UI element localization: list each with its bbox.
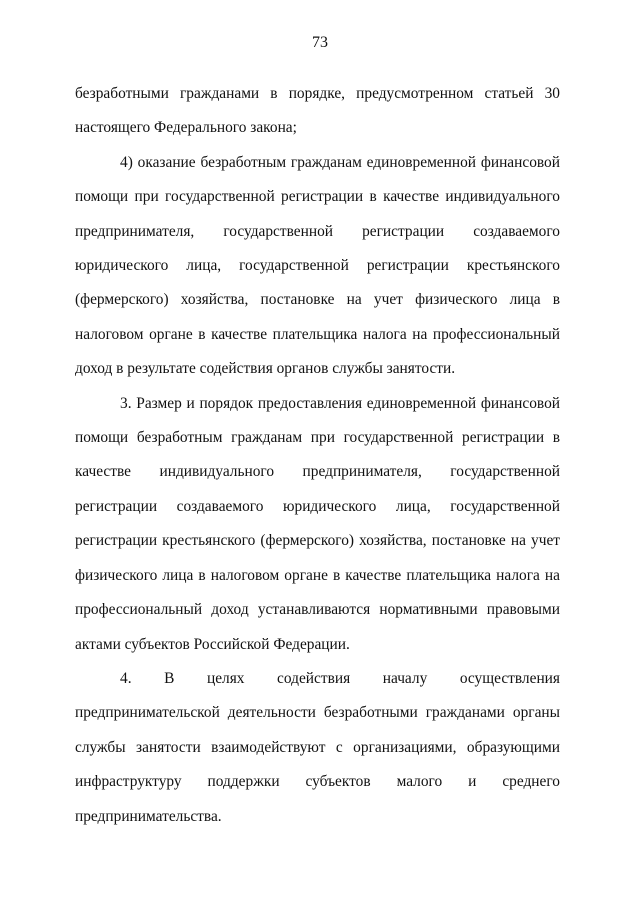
- paragraph-continuation: безработными гражданами в порядке, предусмотренном статьей 30 настоящего Федерального закона;: [75, 85, 560, 137]
- document-body: [75, 77, 560, 834]
- paragraph-section-4: 4. В целях содействия началу осуществления предпринимательской деятельности безработными гражданами органы службы занятости взаимодействуют с организациями, образующими инфраструктуру поддержки субъектов малого и среднего предпринимательства.: [75, 669, 560, 825]
- paragraph-section-3: 3. Размер и порядок предоставления единовременной финансовой помощи безработным гражданам при государственной регистрации в качестве индивидуального предпринимателя, государственной регистрации создаваемого юридического лица, государственной регистрации крестьянского (фермерского) хозяйства, постановке на учет физического лица в налоговом органе в качестве плательщика налога на профессиональный доход устанавливаются нормативными правовыми актами субъектов Российской Федерации.: [75, 394, 560, 653]
- paragraph-item-4: 4) оказание безработным гражданам единовременной финансовой помощи при государственной регистрации в качестве индивидуального предпринимателя, государственной регистрации создаваемого юридического лица, государственной регистрации крестьянского (фермерского) хозяйства, постановке на учет физического лица в налоговом органе в качестве плательщика налога на профессиональный доход в результате содействия органов службы занятости.: [75, 153, 560, 378]
- page-number: 73: [312, 34, 328, 51]
